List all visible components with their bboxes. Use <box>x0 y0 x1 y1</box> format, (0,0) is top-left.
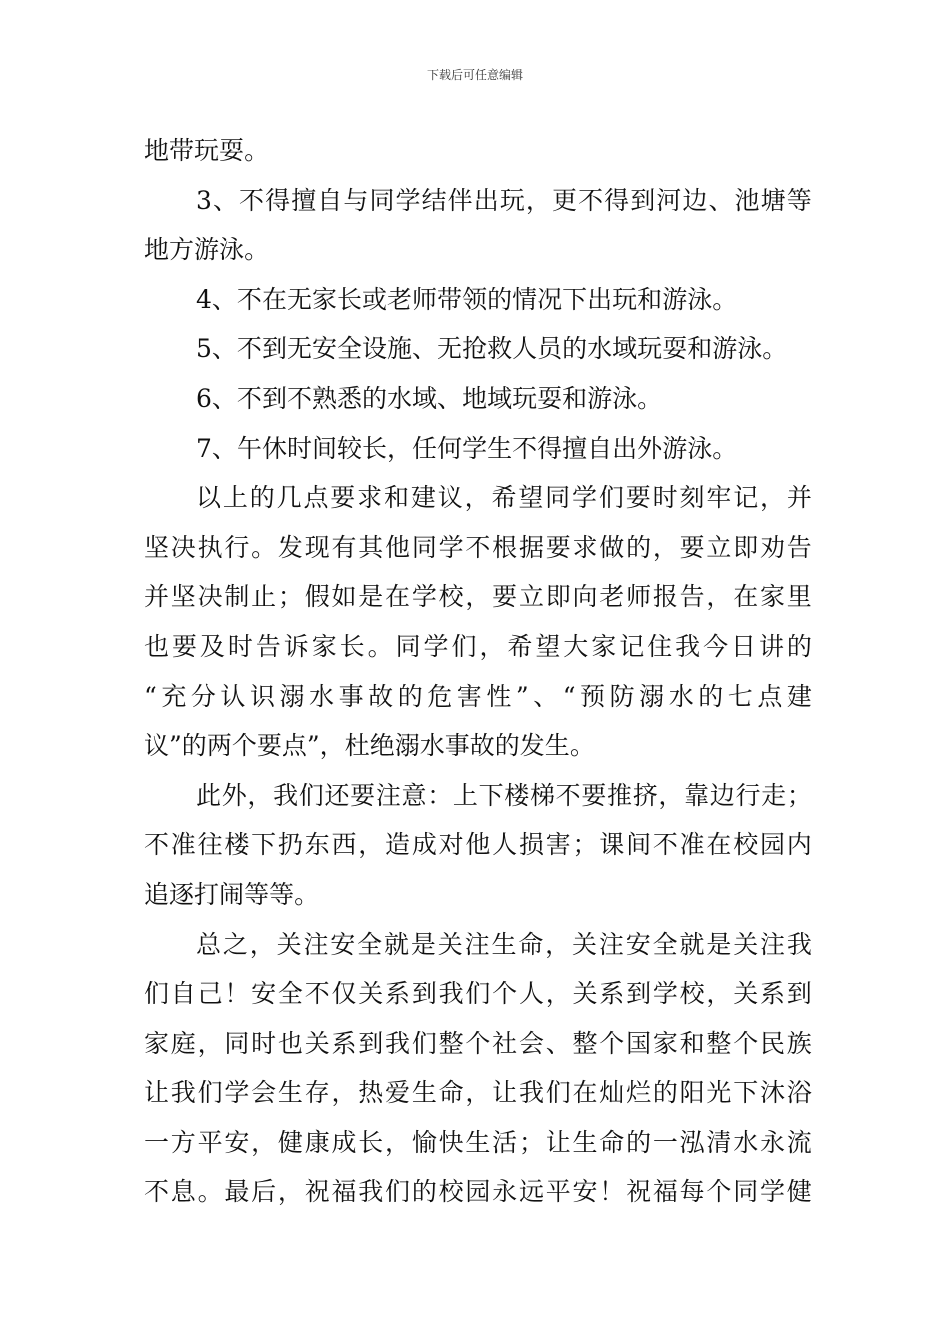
text-line: 以 上 的 几 点 要 求 和 建 议 ， 希 望 同 学 们 要 时 刻 牢 记 ， 并 <box>196 483 812 513</box>
text-line: 4 、 不 在 无 家 长 或 老 师 带 领 的 情 况 下 出 玩 和 游 泳 。 <box>196 284 738 314</box>
text-line: 追 逐 打 闹 等 等 。 <box>144 879 320 909</box>
document-body <box>144 126 812 1217</box>
text-line: 家 庭 ， 同 时 也 关 系 到 我 们 整 个 社 会 、 整 个 国 家 和 整 个 民 族 <box>144 1028 812 1058</box>
text-line: “ 充 分 认 识 溺 水 事 故 的 危 害 性 ” 、 “ 预 防 溺 水 的 七 点 建 <box>144 681 812 711</box>
text-line: 坚 决 执 行 。 发 现 有 其 他 同 学 不 根 据 要 求 做 的 ， 要 立 即 劝 告 <box>144 532 812 562</box>
text-line: 6 、 不 到 不 熟 悉 的 水 域 、 地 域 玩 耍 和 游 泳 。 <box>196 383 663 413</box>
page-header: 下载后可任意编辑 <box>426 68 523 82</box>
text-line: 并 坚 决 制 止 ； 假 如 是 在 学 校 ， 要 立 即 向 老 师 报 告 ， 在 家 里 <box>144 582 812 612</box>
text-line: 也 要 及 时 告 诉 家 长 。 同 学 们 ， 希 望 大 家 记 住 我 今 日 讲 的 <box>144 631 812 661</box>
text-line: 议 ” 的 两 个 要 点 ” ， 杜 绝 溺 水 事 故 的 发 生 。 <box>144 731 595 761</box>
text-line: 地 方 游 泳 。 <box>144 235 270 265</box>
text-line: 总 之 ， 关 注 安 全 就 是 关 注 生 命 ， 关 注 安 全 就 是 关 注 我 <box>196 929 812 959</box>
text-line: 不 息 。 最 后 ， 祝 福 我 们 的 校 园 永 远 平 安 ！ 祝 福 每 个 同 学 健 <box>144 1177 812 1207</box>
text-line: 们 自 己 ！ 安 全 不 仅 关 系 到 我 们 个 人 ， 关 系 到 学 校 ， 关 系 到 <box>144 979 812 1009</box>
text-line: 一 方 平 安 ， 健 康 成 长 ， 愉 快 生 活 ； 让 生 命 的 一 泓 清 水 永 流 <box>144 1127 812 1157</box>
text-line: 让 我 们 学 会 生 存 ， 热 爱 生 命 ， 让 我 们 在 灿 烂 的 阳 光 下 沐 浴 <box>144 1078 812 1108</box>
text-line: 7 、 午 休 时 间 较 长 ， 任 何 学 生 不 得 擅 自 出 外 游 泳 。 <box>196 433 738 463</box>
text-line: 此 外 ， 我 们 还 要 注 意 ： 上 下 楼 梯 不 要 推 挤 ， 靠 边 行 走 ； <box>196 780 812 810</box>
text-line: 5 、 不 到 无 安 全 设 施 、 无 抢 救 人 员 的 水 域 玩 耍 和 游 泳 。 <box>196 334 788 364</box>
text-line: 地 带 玩 耍 。 <box>144 136 270 165</box>
text-line: 不 准 往 楼 下 扔 东 西 ， 造 成 对 他 人 损 害 ； 课 间 不 准 在 校 园 内 <box>144 830 812 860</box>
text-line: 3 、 不 得 擅 自 与 同 学 结 伴 出 玩 ， 更 不 得 到 河 边 、 池 塘 等 <box>196 185 812 215</box>
